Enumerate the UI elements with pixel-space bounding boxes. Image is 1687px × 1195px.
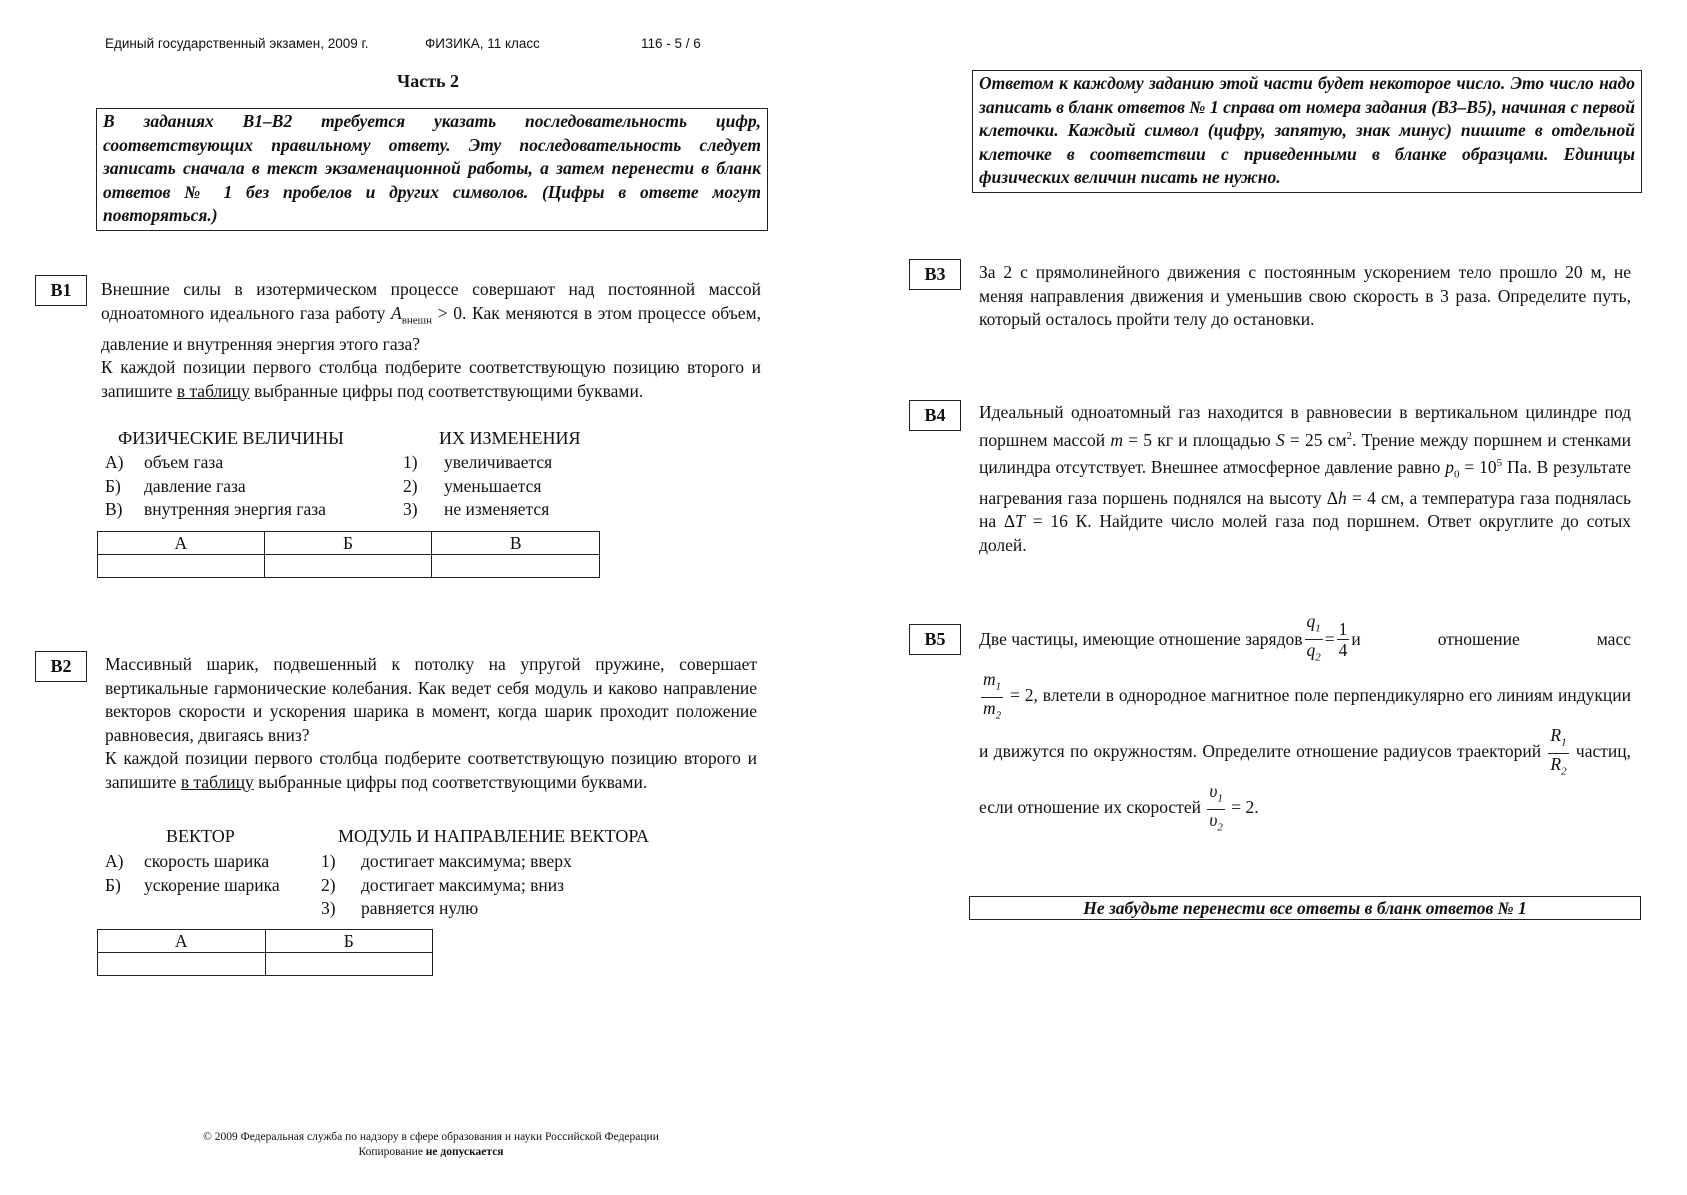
copy-notice-prefix: Копирование	[358, 1146, 426, 1158]
b2-left-letter: А)	[105, 851, 124, 871]
b1-answer-cell[interactable]	[264, 555, 432, 578]
b1-right-num: 3)	[403, 499, 418, 519]
b2-left-letter: Б)	[105, 874, 121, 895]
b5-text: и отношение масс	[1351, 629, 1631, 649]
r-subscript: 1	[1561, 736, 1567, 749]
fraction-numerator: 1	[1338, 618, 1348, 639]
subject-title: ФИЗИКА, 11 класс	[425, 36, 540, 51]
b1-options	[0, 452, 700, 524]
mass-ratio	[981, 669, 1003, 725]
q-subscript: 1	[1315, 622, 1321, 635]
b4-text: = 25 см	[1284, 429, 1347, 450]
b1-right-item: увеличивается	[444, 452, 553, 472]
m-symbol: m	[983, 697, 996, 718]
b2-right-num: 1)	[321, 851, 336, 871]
b2-left-item: ускорение шарика	[144, 874, 280, 895]
task-label-b1: В1	[35, 275, 87, 306]
r-symbol: R	[1550, 753, 1562, 774]
charge-ratio	[1305, 611, 1323, 667]
b1-left-item: внутренняя энергия газа	[144, 499, 326, 519]
b1-answer-cell[interactable]	[432, 555, 600, 578]
m-symbol: m	[983, 669, 996, 689]
b1-left-item: давление газа	[144, 475, 246, 496]
part-title: Часть 2	[397, 71, 460, 91]
m-subscript: 2	[995, 709, 1002, 721]
b1-table-header: А	[98, 532, 265, 555]
copy-notice	[131, 1145, 731, 1160]
task-b2-text	[105, 653, 757, 794]
b2-right-item: достигает максимума; вверх	[361, 851, 572, 871]
q-symbol: q	[1306, 611, 1316, 631]
task-b1-text	[101, 278, 761, 403]
b4-text: . Трение между поршнем и стенками цилиндра отсутствует. Внешнее атмосферное давление равно	[979, 429, 1631, 477]
task-b4-text	[979, 401, 1631, 557]
pressure-symbol: p	[1445, 456, 1455, 477]
q-subscript: 2	[1315, 651, 1321, 663]
b1-right-item: уменьшается	[444, 475, 542, 496]
b1-table-header: В	[432, 532, 600, 555]
radius-ratio	[1548, 725, 1568, 781]
b5-text: Две частицы, имеющие отношение зарядов	[979, 629, 1303, 649]
b2-col2-header: МОДУЛЬ И НАПРАВЛЕНИЕ ВЕКТОРА	[338, 826, 650, 846]
task-b5-text	[979, 611, 1631, 837]
r-subscript: 2	[1561, 765, 1567, 777]
b1-right-item: не изменяется	[444, 499, 550, 519]
height-symbol: h	[1338, 487, 1347, 508]
b4-text: Идеальный одноатомный газ находится в равновесии в вертикальном цилиндре под поршнем массой	[979, 402, 1631, 450]
m-subscript: 1	[995, 680, 1002, 693]
b1-instr-link: в таблицу	[176, 380, 250, 401]
v-symbol: υ	[1209, 809, 1218, 830]
exam-title: Единый государственный экзамен, 2009 г.	[105, 36, 369, 51]
one-quarter	[1337, 619, 1350, 660]
b1-text-1: Внешние силы в изотермическом процессе совершают над постоянной массой одноатомного идеального газа работу	[101, 279, 761, 323]
v-subscript: 1	[1217, 792, 1223, 805]
instructions-b1-b2: В заданиях В1–В2 требуется указать последовательность цифр, соответствующих правильному ответу. Эту последовательность следует записать сначала в текст экзаменационной работы, а затем перенести в бланк ответов № 1 без пробелов и других символов. (Цифры в ответе могут повторяться.)	[96, 108, 768, 231]
b5-text: частиц, если отношение их скоростей	[979, 741, 1631, 818]
reminder-box: Не забудьте перенести все ответы в бланк ответов № 1	[969, 896, 1641, 920]
instructions-b3-b5: Ответом к каждому заданию этой части будет некоторое число. Это число надо записать в бланк ответов № 1 справа от номера задания (В3–В5), начиная с первой клеточки. Каждый символ (цифру, запятую, знак минус) пишите в отдельной клеточке в соответствии с приведенными в бланке образцами. Единицы физических величин писать не нужно.	[972, 70, 1642, 193]
v-symbol: υ	[1209, 781, 1218, 801]
b4-text: = 4 см, а температура газа поднялась на Δ	[979, 487, 1631, 532]
fraction-denominator: 4	[1338, 639, 1348, 660]
task-label-b2: В2	[35, 651, 87, 682]
b2-right-num: 3)	[321, 898, 336, 918]
b2-table-header: Б	[265, 930, 433, 953]
b2-text: Массивный шарик, подвешенный к потолку на упругой пружине, совершает вертикальные гармонические колебания. Как ведет себя модуль и каково направление векторов скорости и ускорения шарика в момент, когда шарик проходит положение равновесия, двигаясь вниз?	[105, 654, 757, 745]
b2-col1-header: ВЕКТОР	[166, 826, 235, 846]
pressure-subscript: 0	[1454, 468, 1460, 481]
r-symbol: R	[1550, 725, 1562, 745]
speed-ratio	[1207, 781, 1225, 837]
b2-answer-cell[interactable]	[98, 953, 266, 976]
b4-text: = 10	[1459, 456, 1497, 477]
b2-answer-cell[interactable]	[265, 953, 433, 976]
task-label-b4: В4	[909, 400, 961, 431]
temperature-symbol: T	[1015, 511, 1025, 532]
b5-text: = 2, влетели в однородное магнитное поле перпендикулярно его линиям индукции и движутся по окружностям. Определите отношение радиусов траекторий	[979, 685, 1631, 762]
v-subscript: 2	[1217, 821, 1223, 833]
copyright-line: © 2009 Федеральная служба по надзору в сфере образования и науки Российской Федерации	[203, 1131, 659, 1143]
area-symbol: S	[1275, 429, 1285, 450]
b1-answer-table	[97, 531, 600, 578]
b2-right-item: достигает максимума; вниз	[361, 874, 564, 895]
b1-right-num: 1)	[403, 452, 418, 472]
b4-text: Па. В результате нагревания газа поршень поднялся на высоту Δ	[979, 456, 1631, 508]
b1-instr-1: К каждой позиции первого столбца подберите соответствующую позицию второго и запишите	[101, 357, 761, 401]
b2-answer-table	[97, 929, 433, 976]
b1-right-num: 2)	[403, 475, 418, 496]
b1-col1-header: ФИЗИЧЕСКИЕ ВЕЛИЧИНЫ	[118, 428, 344, 448]
b1-instr-2: выбранные цифры под соответствующими буквами.	[249, 380, 644, 401]
footer	[131, 1130, 731, 1160]
b2-left-item: скорость шарика	[144, 851, 270, 871]
equals-sign: =	[1324, 629, 1335, 649]
work-subscript: внешн	[401, 314, 433, 326]
b3-text: За 2 с прямолинейного движения с постоянным ускорением тело прошло 20 м, не меняя направления движения и уменьшив свою скорость в 3 раза. Определите путь, который осталось пройти телу до остановки.	[979, 262, 1631, 329]
b2-instr-2: выбранные цифры под соответствующими буквами.	[253, 771, 648, 792]
mass-symbol: m	[1110, 429, 1123, 450]
b2-right-num: 2)	[321, 874, 336, 895]
b2-options	[0, 851, 700, 923]
b1-col2-header: ИХ ИЗМЕНЕНИЯ	[439, 428, 581, 448]
work-symbol: A	[391, 302, 402, 323]
task-b3-text	[979, 261, 1631, 332]
b2-instr-1: К каждой позиции первого столбца подберите соответствующую позицию второго и запишите	[105, 748, 757, 792]
b2-table-header: А	[98, 930, 266, 953]
b1-table-header: Б	[264, 532, 432, 555]
task-label-b5: В5	[909, 624, 961, 655]
b4-text: = 16 К. Найдите число молей газа под поршнем. Ответ округлите до сотых долей.	[979, 511, 1632, 555]
b1-left-item: объем газа	[144, 452, 224, 472]
b4-text: = 5 кг и площадью	[1122, 429, 1276, 450]
b1-answer-cell[interactable]	[98, 555, 265, 578]
copy-notice-bold: не допускается	[425, 1146, 504, 1158]
b1-left-letter: В)	[105, 499, 123, 519]
task-label-b3: В3	[909, 259, 961, 290]
page-number: 116 - 5 / 6	[641, 36, 701, 51]
area-exponent: 2	[1346, 429, 1353, 442]
q-symbol: q	[1306, 639, 1316, 660]
b1-left-letter: А)	[105, 452, 124, 472]
pressure-exponent: 5	[1496, 456, 1503, 469]
b2-right-item: равняется нулю	[361, 898, 479, 918]
b2-instr-link: в таблицу	[180, 771, 254, 792]
b1-left-letter: Б)	[105, 475, 121, 496]
b1-text-2: > 0. Как меняются в этом процессе объем, давление и внутренняя энергия этого газа?	[101, 302, 761, 354]
b5-text: = 2.	[1226, 797, 1259, 818]
